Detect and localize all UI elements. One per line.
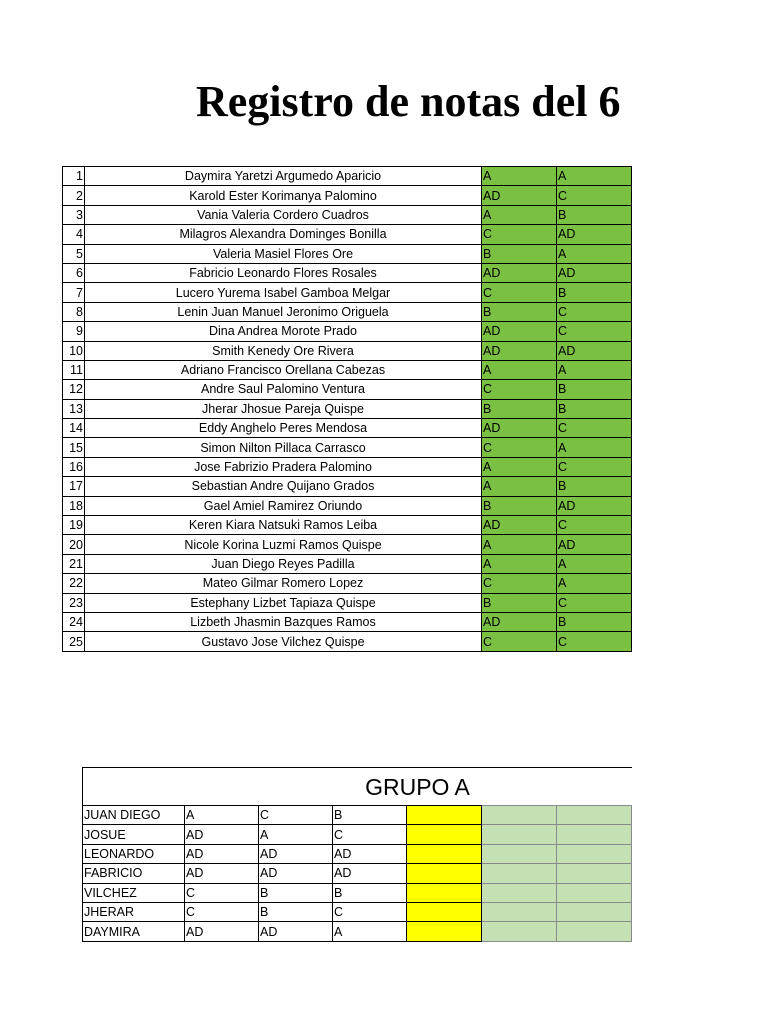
member-name[interactable]: JHERAR xyxy=(83,902,185,921)
grade-cell[interactable]: AD xyxy=(557,535,632,554)
row-number[interactable]: 12 xyxy=(63,380,85,399)
empty-green-cell[interactable] xyxy=(482,806,557,825)
grade-cell[interactable]: A xyxy=(557,438,632,457)
row-number[interactable]: 17 xyxy=(63,477,85,496)
student-name[interactable]: Eddy Anghelo Peres Mendosa xyxy=(85,419,482,438)
grade-cell[interactable]: A xyxy=(557,167,632,186)
student-name[interactable]: Lucero Yurema Isabel Gamboa Melgar xyxy=(85,283,482,302)
table-row xyxy=(63,419,632,438)
page-title: Registro de notas del 6 xyxy=(196,77,621,126)
table-row xyxy=(63,283,632,302)
grade-cell[interactable]: C xyxy=(185,902,259,921)
empty-yellow-cell[interactable] xyxy=(407,864,482,883)
member-name[interactable]: JOSUE xyxy=(83,825,185,844)
grade-cell[interactable]: B xyxy=(259,902,333,921)
grade-cell[interactable]: C xyxy=(482,438,557,457)
grade-cell[interactable]: C xyxy=(482,225,557,244)
grade-cell[interactable]: AD xyxy=(259,922,333,941)
row-number[interactable]: 3 xyxy=(63,205,85,224)
member-name[interactable]: VILCHEZ xyxy=(83,883,185,902)
table-row xyxy=(63,205,632,224)
grade-cell[interactable]: C xyxy=(259,806,333,825)
row-number[interactable]: 4 xyxy=(63,225,85,244)
table-row xyxy=(83,922,632,941)
table-row xyxy=(63,399,632,418)
row-number[interactable]: 11 xyxy=(63,360,85,379)
grade-cell[interactable]: C xyxy=(557,593,632,612)
student-name[interactable]: Jherar Jhosue Pareja Quispe xyxy=(85,399,482,418)
student-name[interactable]: Gustavo Jose Vilchez Quispe xyxy=(85,632,482,651)
grade-cell[interactable]: AD xyxy=(185,922,259,941)
row-number[interactable]: 14 xyxy=(63,419,85,438)
grade-cell[interactable]: AD xyxy=(333,864,407,883)
empty-green-cell[interactable] xyxy=(557,864,632,883)
table-row xyxy=(63,516,632,535)
grade-cell[interactable]: A xyxy=(557,360,632,379)
grade-cell[interactable]: A xyxy=(482,535,557,554)
table-row xyxy=(63,612,632,631)
grade-cell[interactable]: B xyxy=(557,380,632,399)
grade-cell[interactable]: B xyxy=(557,477,632,496)
row-number[interactable]: 22 xyxy=(63,574,85,593)
empty-green-cell[interactable] xyxy=(482,864,557,883)
grade-cell[interactable]: B xyxy=(482,244,557,263)
grade-cell[interactable]: AD xyxy=(333,844,407,863)
grade-cell[interactable]: AD xyxy=(482,263,557,282)
grade-cell[interactable]: AD xyxy=(482,612,557,631)
grade-cell[interactable]: C xyxy=(557,516,632,535)
empty-green-cell[interactable] xyxy=(557,825,632,844)
empty-green-cell[interactable] xyxy=(482,825,557,844)
table-row xyxy=(63,496,632,515)
empty-green-cell[interactable] xyxy=(557,806,632,825)
table-row xyxy=(83,883,632,902)
table-row xyxy=(63,186,632,205)
row-number[interactable]: 19 xyxy=(63,516,85,535)
table-row xyxy=(63,380,632,399)
table-row xyxy=(63,457,632,476)
table-row xyxy=(63,244,632,263)
grupo-header xyxy=(82,767,632,806)
table-row xyxy=(83,825,632,844)
empty-yellow-cell[interactable] xyxy=(407,825,482,844)
table-row xyxy=(63,167,632,186)
table-row xyxy=(63,477,632,496)
grade-cell[interactable]: C xyxy=(482,380,557,399)
table-row xyxy=(63,341,632,360)
grade-cell[interactable]: A xyxy=(482,457,557,476)
grade-cell[interactable]: AD xyxy=(482,186,557,205)
row-number[interactable]: 15 xyxy=(63,438,85,457)
empty-green-cell[interactable] xyxy=(557,883,632,902)
student-name[interactable]: Sebastian Andre Quijano Grados xyxy=(85,477,482,496)
table-row xyxy=(63,632,632,651)
member-name[interactable]: JUAN DIEGO xyxy=(83,806,185,825)
table-row xyxy=(83,864,632,883)
row-number[interactable]: 6 xyxy=(63,263,85,282)
grade-cell[interactable]: C xyxy=(482,632,557,651)
grade-cell[interactable]: C xyxy=(482,283,557,302)
grade-cell[interactable]: B xyxy=(482,302,557,321)
table-row xyxy=(63,263,632,282)
student-name[interactable]: Lizbeth Jhasmin Bazques Ramos xyxy=(85,612,482,631)
row-number[interactable]: 23 xyxy=(63,593,85,612)
grade-cell[interactable]: C xyxy=(482,574,557,593)
row-number[interactable]: 21 xyxy=(63,554,85,573)
grade-cell[interactable]: B xyxy=(557,205,632,224)
grade-cell[interactable]: C xyxy=(557,632,632,651)
grade-cell[interactable]: C xyxy=(333,825,407,844)
table-row xyxy=(63,302,632,321)
grade-cell[interactable]: C xyxy=(333,902,407,921)
grade-cell[interactable]: AD xyxy=(482,419,557,438)
student-name[interactable]: Dina Andrea Morote Prado xyxy=(85,322,482,341)
grade-cell[interactable]: AD xyxy=(185,825,259,844)
grade-cell[interactable]: AD xyxy=(557,225,632,244)
grade-cell[interactable]: AD xyxy=(259,844,333,863)
grade-cell[interactable]: A xyxy=(557,574,632,593)
row-number[interactable]: 16 xyxy=(63,457,85,476)
empty-yellow-cell[interactable] xyxy=(407,844,482,863)
grade-cell[interactable]: C xyxy=(557,419,632,438)
row-number[interactable]: 24 xyxy=(63,612,85,631)
empty-green-cell[interactable] xyxy=(557,922,632,941)
student-grades-table xyxy=(62,166,632,652)
table-row xyxy=(63,225,632,244)
table-row xyxy=(63,535,632,554)
row-number[interactable]: 13 xyxy=(63,399,85,418)
student-name[interactable]: Daymira Yaretzi Argumedo Aparicio xyxy=(85,167,482,186)
table-row xyxy=(63,438,632,457)
grade-cell[interactable]: AD xyxy=(557,496,632,515)
grade-cell[interactable]: B xyxy=(557,612,632,631)
row-number[interactable]: 7 xyxy=(63,283,85,302)
grade-cell[interactable]: B xyxy=(557,283,632,302)
row-number[interactable]: 18 xyxy=(63,496,85,515)
student-name[interactable]: Adriano Francisco Orellana Cabezas xyxy=(85,360,482,379)
grade-cell[interactable]: B xyxy=(557,399,632,418)
member-name[interactable]: LEONARDO xyxy=(83,844,185,863)
grade-cell[interactable]: B xyxy=(333,883,407,902)
grade-cell[interactable]: B xyxy=(482,593,557,612)
student-name[interactable]: Nicole Korina Luzmi Ramos Quispe xyxy=(85,535,482,554)
empty-green-cell[interactable] xyxy=(482,844,557,863)
row-number[interactable]: 8 xyxy=(63,302,85,321)
empty-yellow-cell[interactable] xyxy=(407,922,482,941)
student-name[interactable]: Simon Nilton Pillaca Carrasco xyxy=(85,438,482,457)
table-row xyxy=(63,360,632,379)
student-name[interactable]: Lenin Juan Manuel Jeronimo Origuela xyxy=(85,302,482,321)
row-number[interactable]: 2 xyxy=(63,186,85,205)
empty-green-cell[interactable] xyxy=(482,883,557,902)
table-row xyxy=(63,322,632,341)
grade-cell[interactable]: C xyxy=(557,302,632,321)
member-name[interactable]: DAYMIRA xyxy=(83,922,185,941)
student-name[interactable]: Gael Amiel Ramirez Oriundo xyxy=(85,496,482,515)
grade-cell[interactable]: AD xyxy=(259,864,333,883)
grade-cell[interactable]: A xyxy=(482,477,557,496)
student-name[interactable]: Smith Kenedy Ore Rivera xyxy=(85,341,482,360)
grade-cell[interactable]: C xyxy=(557,457,632,476)
grupo-title: GRUPO A xyxy=(365,774,470,800)
student-name[interactable]: Valeria Masiel Flores Ore xyxy=(85,244,482,263)
table-row xyxy=(83,902,632,921)
empty-yellow-cell[interactable] xyxy=(407,806,482,825)
student-name[interactable]: Jose Fabrizio Pradera Palomino xyxy=(85,457,482,476)
grupo-table xyxy=(82,805,632,942)
table-row xyxy=(63,593,632,612)
grade-cell[interactable]: A xyxy=(482,205,557,224)
grade-cell[interactable]: C xyxy=(557,322,632,341)
table-row xyxy=(63,554,632,573)
grade-cell[interactable]: A xyxy=(557,244,632,263)
row-number[interactable]: 25 xyxy=(63,632,85,651)
grade-cell[interactable]: AD xyxy=(482,341,557,360)
table-row xyxy=(83,806,632,825)
empty-green-cell[interactable] xyxy=(482,902,557,921)
empty-green-cell[interactable] xyxy=(557,902,632,921)
grade-cell[interactable]: A xyxy=(333,922,407,941)
empty-yellow-cell[interactable] xyxy=(407,883,482,902)
student-name[interactable]: Estephany Lizbet Tapiaza Quispe xyxy=(85,593,482,612)
grade-cell[interactable]: A xyxy=(482,360,557,379)
grade-cell[interactable]: AD xyxy=(185,844,259,863)
member-name[interactable]: FABRICIO xyxy=(83,864,185,883)
grade-cell[interactable]: B xyxy=(333,806,407,825)
row-number[interactable]: 9 xyxy=(63,322,85,341)
student-name[interactable]: Mateo Gilmar Romero Lopez xyxy=(85,574,482,593)
student-name[interactable]: Vania Valeria Cordero Cuadros xyxy=(85,205,482,224)
grade-cell[interactable]: C xyxy=(185,883,259,902)
grade-cell[interactable]: A xyxy=(259,825,333,844)
student-name[interactable]: Juan Diego Reyes Padilla xyxy=(85,554,482,573)
grade-cell[interactable]: B xyxy=(259,883,333,902)
student-name[interactable]: Karold Ester Korimanya Palomino xyxy=(85,186,482,205)
grade-cell[interactable]: AD xyxy=(482,516,557,535)
grade-cell[interactable]: AD xyxy=(557,341,632,360)
grade-cell[interactable]: A xyxy=(185,806,259,825)
student-name[interactable]: Fabricio Leonardo Flores Rosales xyxy=(85,263,482,282)
row-number[interactable]: 1 xyxy=(63,167,85,186)
student-name[interactable]: Milagros Alexandra Dominges Bonilla xyxy=(85,225,482,244)
empty-green-cell[interactable] xyxy=(482,922,557,941)
table-row xyxy=(83,844,632,863)
grade-cell[interactable]: A xyxy=(482,554,557,573)
grade-cell[interactable]: A xyxy=(482,167,557,186)
row-number[interactable]: 20 xyxy=(63,535,85,554)
grade-cell[interactable]: C xyxy=(557,186,632,205)
grade-cell[interactable]: AD xyxy=(557,263,632,282)
grade-cell[interactable]: B xyxy=(482,399,557,418)
grade-cell[interactable]: AD xyxy=(482,322,557,341)
grade-cell[interactable]: B xyxy=(482,496,557,515)
student-name[interactable]: Keren Kiara Natsuki Ramos Leiba xyxy=(85,516,482,535)
row-number[interactable]: 10 xyxy=(63,341,85,360)
empty-yellow-cell[interactable] xyxy=(407,902,482,921)
row-number[interactable]: 5 xyxy=(63,244,85,263)
table-row xyxy=(63,574,632,593)
student-name[interactable]: Andre Saul Palomino Ventura xyxy=(85,380,482,399)
grade-cell[interactable]: AD xyxy=(185,864,259,883)
grade-cell[interactable]: A xyxy=(557,554,632,573)
empty-green-cell[interactable] xyxy=(557,844,632,863)
